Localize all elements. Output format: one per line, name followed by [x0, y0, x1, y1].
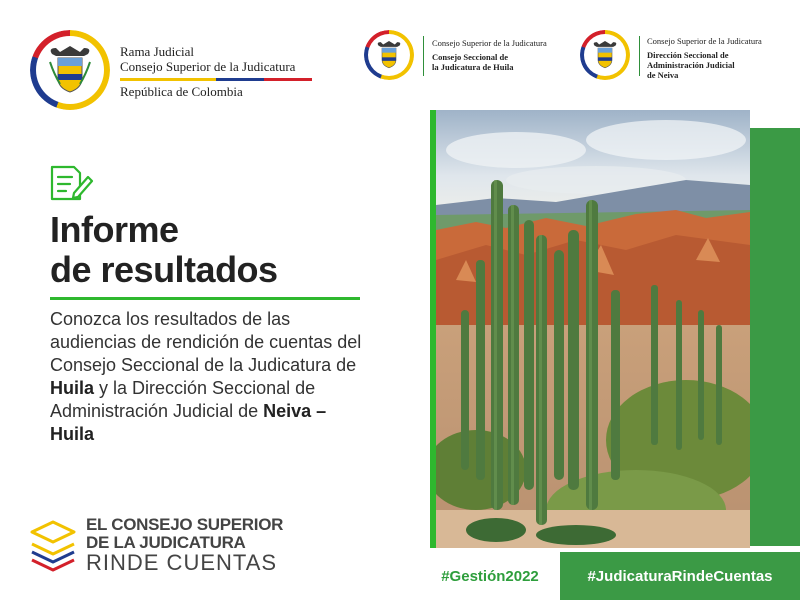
main-logo-line3: República de Colombia — [120, 84, 243, 99]
main-logo-text — [120, 44, 296, 99]
main-logo-line2: Consejo Superior de la Judicatura — [120, 59, 296, 74]
brand-line2: DE LA JUDICATURA — [86, 533, 246, 552]
logo2-text — [432, 38, 547, 72]
logo3-top: Consejo Superior de la Judicatura — [647, 36, 762, 46]
document-edit-icon — [50, 165, 94, 201]
body-part1: Conozca los resultados de las audiencias de rendición de cuentas del Consejo Seccional de la Judicatura de — [50, 309, 362, 375]
title-underline — [50, 297, 360, 300]
logo2-top: Consejo Superior de la Judicatura — [432, 38, 547, 48]
coat-of-arms-icon — [580, 30, 630, 80]
page-title — [50, 210, 278, 290]
logo3-line3: de Neiva — [647, 70, 679, 80]
main-logo-line1: Rama Judicial — [120, 44, 195, 59]
logo2-line2: la Judicatura de Huila — [432, 62, 514, 72]
body-bold-huila: Huila — [50, 378, 95, 398]
hashtag-gestion: #Gestión2022 — [441, 567, 539, 585]
body-part2: y la Dirección Seccional de Administración Judicial de — [50, 378, 316, 421]
desert-cactus-photo — [436, 110, 750, 548]
decorative-green-block — [750, 128, 800, 546]
logo-divider — [639, 36, 640, 76]
brand-line3: RINDE CUENTAS — [86, 550, 278, 575]
brand-line1: EL CONSEJO SUPERIOR — [86, 515, 284, 534]
hashtag-rinde-cuentas: #JudicaturaRindeCuentas — [560, 552, 800, 600]
stacked-layers-icon — [28, 518, 78, 572]
body-bold-neiva: Neiva – Huila — [50, 401, 327, 444]
coat-of-arms-icon — [364, 30, 414, 80]
logo3-text — [647, 36, 762, 80]
body-paragraph — [50, 308, 370, 446]
logo2-line1: Consejo Seccional de — [432, 52, 509, 62]
flag-stripe — [120, 78, 312, 81]
coat-of-arms-icon — [30, 30, 110, 110]
title-line2: de resultados — [50, 249, 278, 290]
logo3-line2: Administración Judicial — [647, 60, 735, 70]
logo-divider — [423, 36, 424, 76]
logo3-line1: Dirección Seccional de — [647, 50, 729, 60]
brand-wordmark — [86, 516, 283, 574]
title-line1: Informe — [50, 209, 179, 250]
